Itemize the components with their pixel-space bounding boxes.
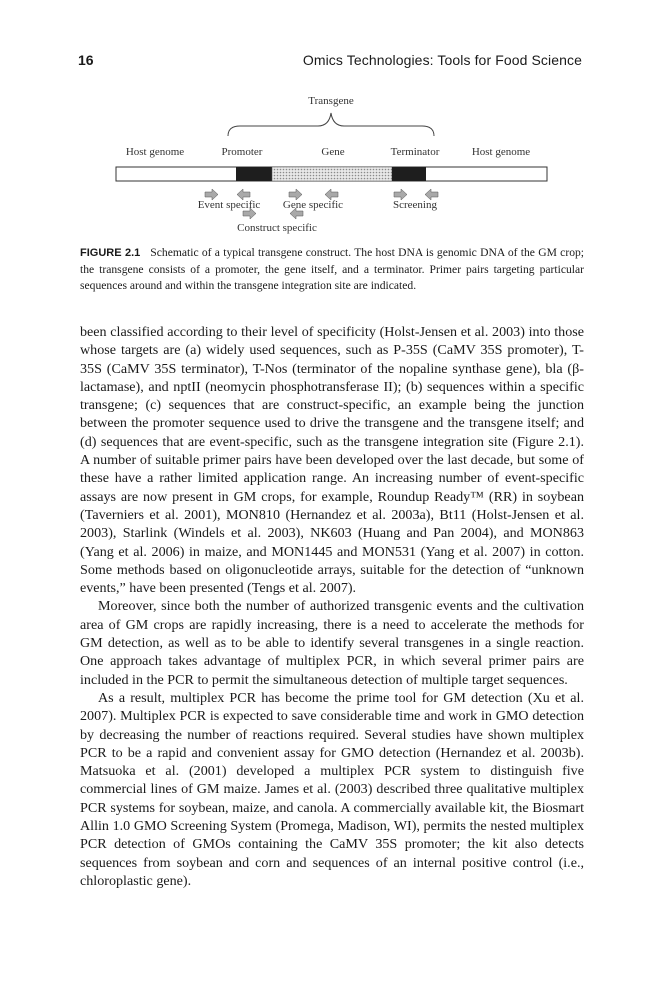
transgene-label: Transgene [308, 95, 354, 107]
label-construct-specific: Construct specific [237, 222, 317, 234]
terminator-segment [392, 167, 426, 181]
body-paragraph-2: Moreover, since both the number of authorized transgenic events and the cultivation area of GM crops are rapidly increasing, there is a need to accelerate the methods for GM detection, as well as to be able to identify several transgenes in a single reaction. One approach takes advantage of multiplex PCR, in which several primer pairs are included in the PCR to permit the simultaneous detection of multiple target sequences. [80, 598, 584, 688]
body-paragraph-3: As a result, multiplex PCR has become the prime tool for GM detection (Xu et al. 2007). Multiplex PCR is expected to save considerable time and work in GMO detection by decreasing the number of reactions required. Several studies have shown multiplex PCR to be a rapid and convenient assay for GMO detection (Hernandez et al. 2003b). Matsuoka et al. (2001) developed a multiplex PCR system to distinguish five commercial lines of GM maize. James et al. (2003) described three qualitative multiplex PCR systems for soybean, maize, and canola. A commercially available kit, the Biosmart Allin 1.0 GMO Screening System (Promega, Madison, WI), permits the nested multiplex PCR detection of GMOs containing the CaMV 35S promoter; the kit also detects sequences from soybean and corn and sequences of an internal positive control (i.e., chloroplastic gene). [80, 689, 584, 889]
body-text [80, 323, 584, 890]
label-terminator: Terminator [390, 146, 440, 158]
figure-caption-label: FIGURE 2.1 [80, 247, 141, 259]
body-paragraph-1: been classified according to their level of specificity (Holst-Jensen et al. 2003) into those whose targets are (a) widely used sequences, such as P-35S (CaMV 35S promoter), T-35S (CaMV 35S terminator), T-Nos (terminator of the nopaline synthase gene), bla (β-lactamase), and nptII (neomycin phosphotransferase II); (b) sequences within a specific transgene; (c) sequences that are construct-specific, an example being the junction between the promoter sequence used to drive the transgene and the transgene itself; and (d) sequences that are event-specific, such as the transgene integration site (Figure 2.1). A number of suitable primer pairs have been developed over the last decade, but some of these have a rather limited application range. An increasing number of event-specific assays are now present in GM crops, for example, Roundup Ready™ (RR) in soybean (Taverniers et al. 2001), MON810 (Hernandez et al. 2003a), Bt11 (Holst-Jensen et al. 2003), Starlink (Windels et al. 2003), NK603 (Huang and Pan 2004), and MON863 (Yang et al. 2006) in maize, and MON1445 and MON531 (Yang et al. 2007) in cotton. Some methods based on oligonucleotide arrays, suitable for the detection of “unknown events,” have been presented (Tengs et al. 2007). [80, 324, 584, 597]
label-host-genome-right: Host genome [471, 146, 531, 158]
promoter-segment [236, 167, 272, 181]
label-screening: Screening [393, 199, 437, 211]
figure-caption-text: Schematic of a typical transgene construct. The host DNA is genomic DNA of the GM crop; the transgene consists of a promoter, the gene itself, and a terminator. Primer pairs targeting particular sequences around and within the transgene integration site are indicated. [80, 246, 585, 292]
label-gene-specific: Gene specific [282, 199, 344, 211]
label-promoter: Promoter [221, 146, 263, 158]
label-gene: Gene [321, 146, 345, 158]
gene-segment [272, 167, 392, 181]
transgene-schematic [0, 0, 662, 240]
page-number: 16 [78, 52, 94, 68]
label-host-genome-left: Host genome [125, 146, 185, 158]
figure-transgene-construct [0, 0, 662, 240]
transgene-brace [228, 113, 434, 136]
figure-caption [80, 245, 584, 295]
running-head-title: Omics Technologies: Tools for Food Science [302, 52, 582, 68]
label-event-specific: Event specific [197, 199, 261, 211]
